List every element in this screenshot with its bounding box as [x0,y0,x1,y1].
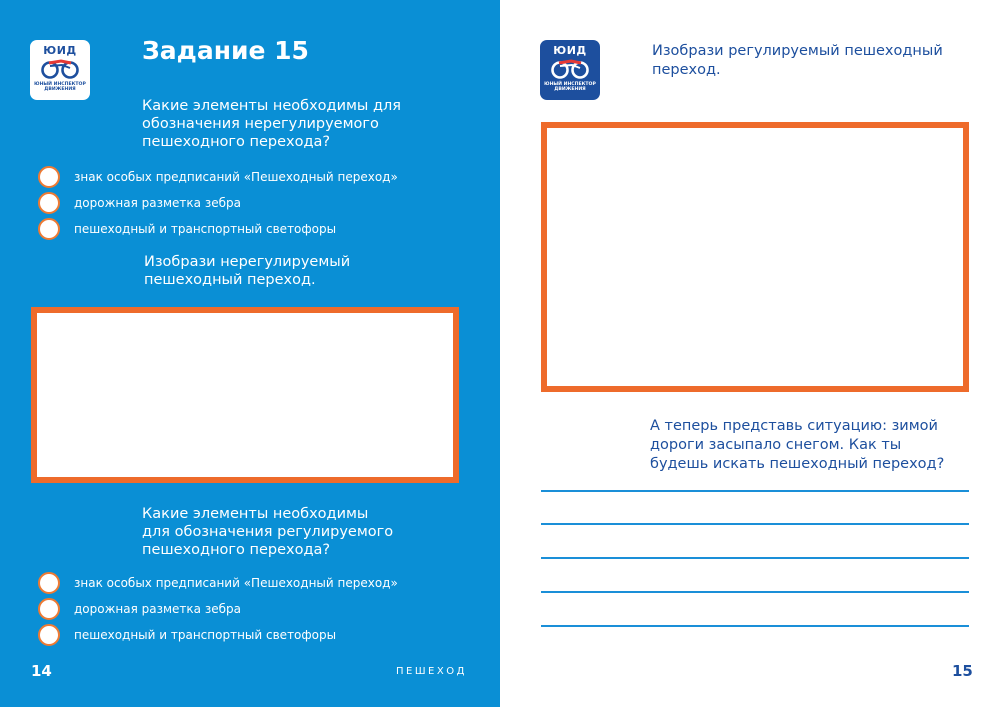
yuid-logo [30,40,90,100]
answer-line[interactable] [541,490,969,492]
logo-title: ЮИД [553,44,587,57]
answer-line[interactable] [541,625,969,627]
option-zebra[interactable] [38,192,241,214]
question-winter: А теперь представь ситуацию: зимой дороги засыпало снегом. Как ты будешь искать пешеходный переход? [650,418,945,472]
bicycle-icon [550,58,590,80]
radio-button[interactable] [38,218,60,240]
footer-label: ПЕШЕХОД [396,666,467,677]
option-label: знак особых предписаний «Пешеходный переход» [74,576,398,590]
question-regulated: Какие элементы необходимы для обозначения регулируемого пешеходного перехода? [142,506,394,558]
logo-subtitle: ЮНЫЙ ИНСПЕКТОР ДВИЖЕНИЯ [34,82,86,93]
right-page [500,0,1000,707]
draw-prompt-regulated: Изобрази регулируемый пешеходный переход. [652,43,943,78]
option-label: дорожная разметка зебра [74,196,241,210]
option-traffic-lights[interactable] [38,218,336,240]
option-label: пешеходный и транспортный светофоры [74,222,337,236]
answer-line[interactable] [541,523,969,525]
option-label: дорожная разметка зебра [74,602,241,616]
logo-subtitle: ЮНЫЙ ИНСПЕКТОР ДВИЖЕНИЯ [544,82,596,93]
option-traffic-lights[interactable] [38,624,336,646]
option-sign[interactable] [38,572,398,594]
radio-button[interactable] [38,166,60,188]
radio-button[interactable] [38,598,60,620]
option-label: пешеходный и транспортный светофоры [74,628,337,642]
option-label: знак особых предписаний «Пешеходный переход» [74,170,398,184]
answer-line[interactable] [541,591,969,593]
answer-line[interactable] [541,557,969,559]
radio-button[interactable] [38,572,60,594]
bicycle-icon [40,58,80,80]
page-number: 15 [952,662,973,680]
yuid-logo [540,40,600,100]
radio-button[interactable] [38,624,60,646]
task-title: Задание 15 [142,36,309,65]
question-unregulated: Какие элементы необходимы для обозначения нерегулируемого пешеходного перехода? [142,98,402,150]
page-number: 14 [31,662,52,680]
option-zebra[interactable] [38,598,241,620]
radio-button[interactable] [38,192,60,214]
option-sign[interactable] [38,166,398,188]
logo-title: ЮИД [43,44,77,57]
drawing-area-regulated[interactable] [541,122,969,392]
drawing-area-unregulated[interactable] [31,307,459,483]
draw-prompt-unregulated: Изобрази нерегулируемый пешеходный переход. [144,254,351,288]
